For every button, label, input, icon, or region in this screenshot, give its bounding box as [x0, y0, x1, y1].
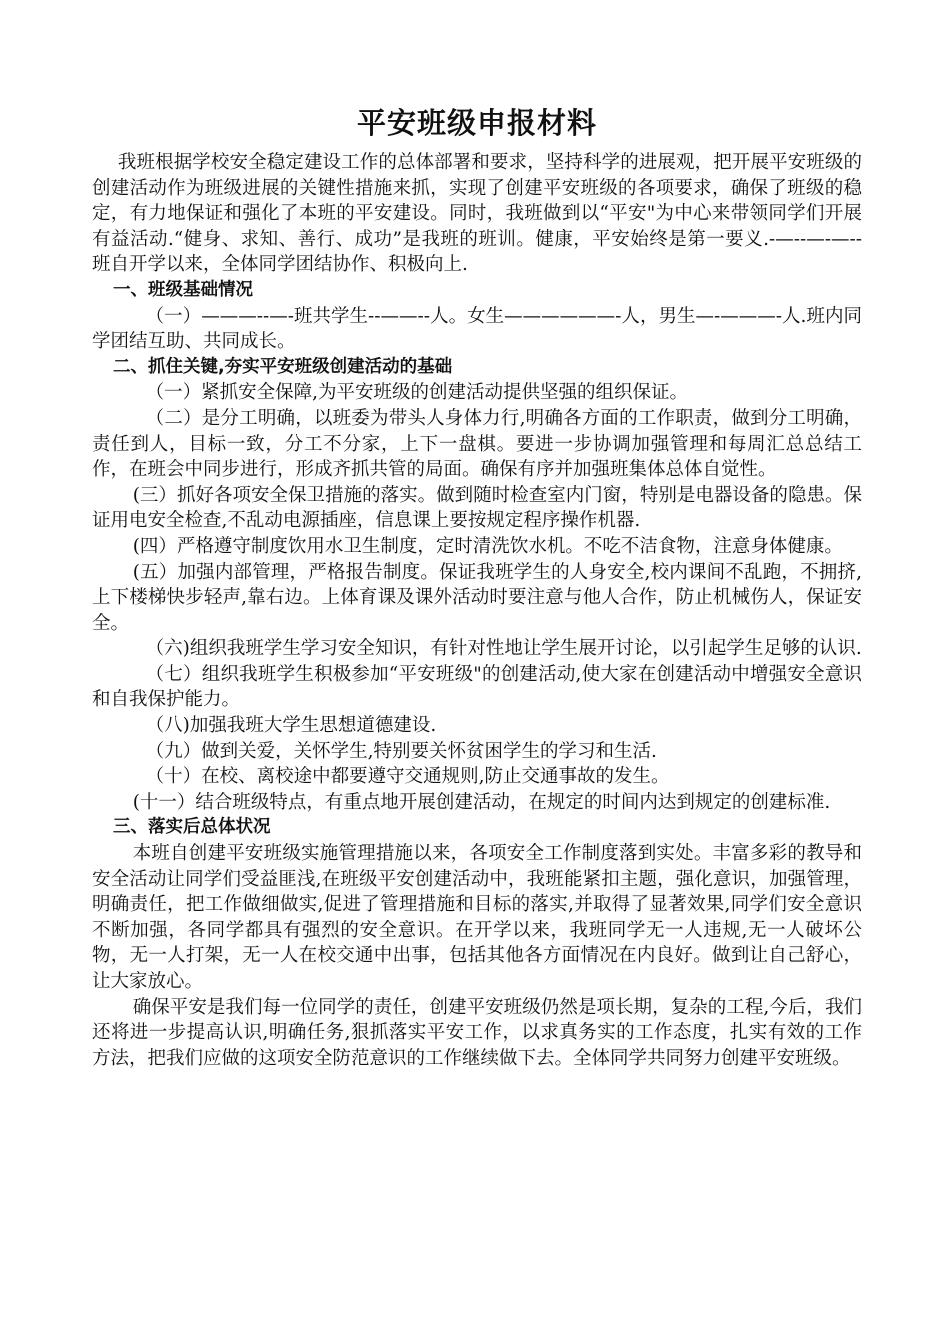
paragraph: （一）紧抓安全保障,为平安班级的创建活动提供坚强的组织保证。 [145, 382, 689, 404]
paragraph: 确保平安是我们每一位同学的责任，创建平安班级仍然是项长期，复杂的工程,今后，我们还将进一步提高认识,明确任务,狠抓落实平安工作，以求真务实的工作态度，扎实有效的工作方法，把我们应做的这项安全防范意识的工作继续做下去。全体同学共同努力创建平安班级。 [92, 996, 862, 1069]
document-page [92, 102, 862, 1071]
paragraph: （十）在校、离校途中都要遵守交通规则,防止交通事故的发生。 [145, 766, 670, 788]
paragraph: （八)加强我班大学生思想道德建设. [145, 715, 437, 737]
section-heading-basic-info: 一、班级基础情况 [113, 279, 253, 300]
paragraph: (十一）结合班级特点，有重点地开展创建活动，在规定的时间内达到规定的创建标准. [132, 791, 831, 813]
paragraph: (三）抓好各项安全保卫措施的落实。做到随时检查室内门窗，特别是电器设备的隐患。保证用电安全检查,不乱动电源插座，信息课上要按规定程序操作机器. [92, 484, 862, 532]
paragraph: （九）做到关爱，关怀学生,特别要关怀贫困学生的学习和生活. [145, 740, 657, 762]
paragraph: （二）是分工明确，以班委为带头人身体力行,明确各方面的工作职责，做到分工明确，责任到人，目标一致，分工不分家，上下一盘棋。要进一步协调加强管理和每周汇总总结工作，在班会中同步进行，形成齐抓共管的局面。确保有序并加强班集体总体自觉性。 [92, 407, 862, 481]
document-title: 平安班级申报材料 [356, 106, 597, 140]
section-heading-overall-status: 三、落实后总体状况 [113, 817, 271, 838]
paragraph: （七）组织我班学生积极参加“平安班级"的创建活动,使大家在创建活动中增强安全意识和自我保护能力。 [92, 663, 862, 711]
paragraph: （一）———--—-班共学生--——--人。女生——————-人，男生—-———-人.班内同学团结互助、共同成长。 [92, 305, 862, 353]
section-heading-key-measures: 二、抓住关键,夯实平安班级创建活动的基础 [113, 356, 453, 377]
paragraph: (四）严格遵守制度饮用水卫生制度，定时清洗饮水机。不吃不洁食物，注意身体健康。 [132, 535, 843, 557]
paragraph: （六)组织我班学生学习安全知识，有针对性地让学生展开讨论，以引起学生足够的认识. [145, 638, 862, 660]
intro-paragraph: 我班根据学校安全稳定建设工作的总体部署和要求，坚持科学的进展观，把开展平安班级的创建活动作为班级进展的关键性措施来抓，实现了创建平安班级的各项要求，确保了班级的稳定，有力地保证和强化了本班的平安建设。同时，我班做到以“平安"为中心来带领同学们开展有益活动.“健身、求知、善行、成功”是我班的班训。健康，平安始终是第一要义.-—--—-—--班自开学以来，全体同学团结协作、积极向上. [92, 152, 862, 276]
paragraph: 本班自创建平安班级实施管理措施以来，各项安全工作制度落到实处。丰富多彩的教导和安全活动让同学们受益匪浅,在班级平安创建活动中，我班能紧扣主题，强化意识，加强管理，明确责任，把工作做细做实,促进了管理措施和目标的落实,并取得了显著效果,同学们安全意识不断加强，各同学都具有强烈的安全意识。在开学以来，我班同学无一人违规,无一人破坏公物，无一人打架，无一人在校交通中出事，包括其他各方面情况在内良好。做到让自己舒心，让大家放心。 [92, 843, 862, 992]
paragraph: (五）加强内部管理，严格报告制度。保证我班学生的人身安全,校内课间不乱跑，不拥挤,上下楼梯快步轻声,靠右边。上体育课及课外活动时要注意与他人合作，防止机械伤人，保证安全。 [92, 561, 862, 634]
